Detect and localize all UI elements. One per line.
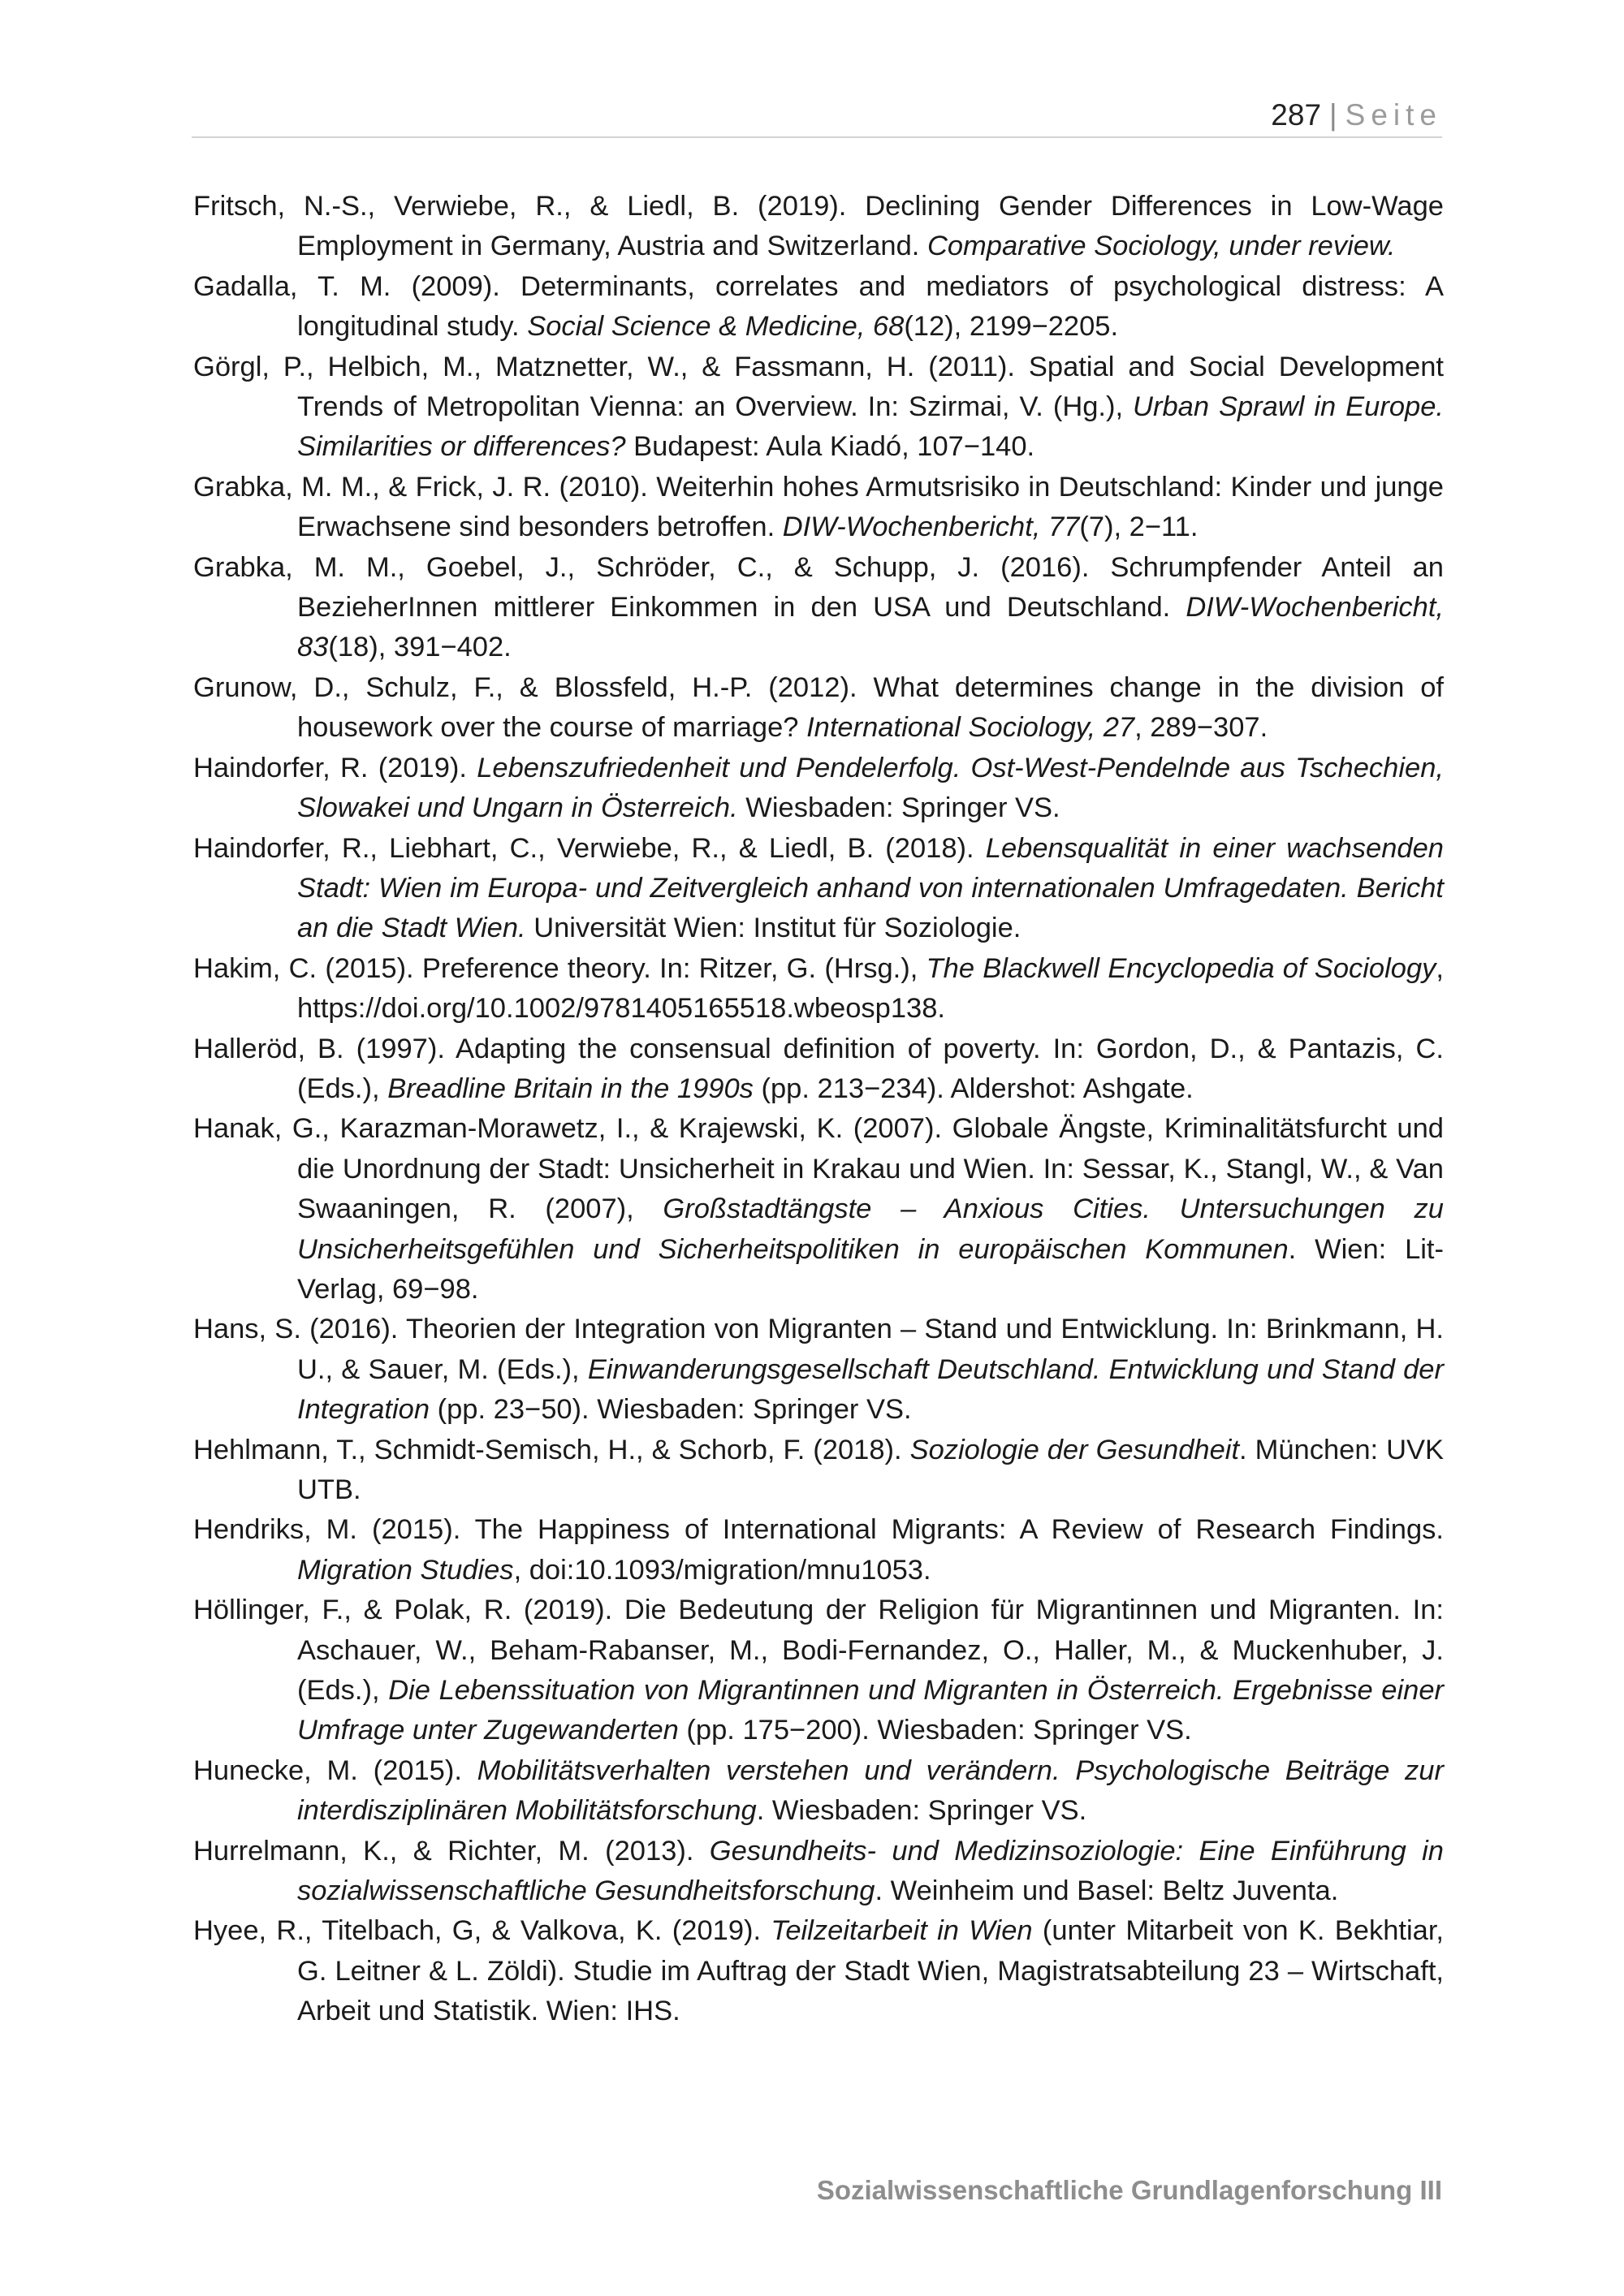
reference-text: Halleröd, B. (1997). Adapting the consensual definition of poverty. In: Gordon, D., & Pantazis, C. (Eds.), bbox=[193, 1033, 1444, 1104]
reference-text: Hanak, G., Karazman-Morawetz, I., & Krajewski, K. (2007). Globale Ängste, Kriminalitätsfurcht und die Unordnung der Stadt: Unsicherheit in Krakau und Wien. In: Sessar, K., Stangl, W., & Van Swaaningen, R. (2007), bbox=[193, 1113, 1444, 1225]
reference-text: . Wien: Lit-Verlag, 69−98. bbox=[297, 1233, 1444, 1305]
reference-entry bbox=[193, 1510, 1444, 1590]
reference-title: Urban Sprawl in Europe. Similarities or differences? bbox=[297, 391, 1444, 463]
reference-title: Teilzeitarbeit in Wien bbox=[771, 1915, 1033, 1947]
reference-text: Görgl, P., Helbich, M., Matznetter, W., & Fassmann, H. (2011). Spatial and Social Development Trends of Metropolitan Vienna: an Overview. In: Szirmai, V. (Hg.), bbox=[193, 351, 1444, 423]
reference-title: The Blackwell Encyclopedia of Sociology bbox=[926, 952, 1436, 984]
reference-title: Einwanderungsgesellschaft Deutschland. Entwicklung und Stand der Integration bbox=[297, 1353, 1444, 1426]
reference-text: Haindorfer, R. (2019). bbox=[193, 752, 477, 783]
reference-entry bbox=[193, 668, 1444, 749]
reference-title: Mobilitätsverhalten verstehen und verändern. Psychologische Beiträge zur interdisziplinären Mobilitätsforschung bbox=[297, 1754, 1444, 1827]
reference-title: Gesundheits- und Medizinsoziologie: Eine Einführung in sozialwissenschaftliche Gesundheitsforschung bbox=[297, 1835, 1444, 1907]
reference-title: Breadline Britain in the 1990s bbox=[387, 1072, 754, 1104]
reference-text: , https://doi.org/10.1002/9781405165518.wbeosp138. bbox=[297, 952, 1444, 1025]
reference-entry bbox=[193, 1751, 1444, 1832]
reference-text: . Weinheim und Basel: Beltz Juventa. bbox=[875, 1875, 1339, 1907]
reference-text: (18), 391−402. bbox=[328, 632, 512, 663]
reference-text: Grunow, D., Schulz, F., & Blossfeld, H.-P. (2012). What determines change in the division of housework over the course of marriage? bbox=[193, 671, 1444, 744]
page-footer: Sozialwissenschaftliche Grundlagenforschung III bbox=[816, 2175, 1442, 2205]
reference-text: Budapest: Aula Kiadó, 107−140. bbox=[625, 431, 1035, 463]
reference-text: Hehlmann, T., Schmidt-Semisch, H., & Schorb, F. (2018). bbox=[193, 1434, 910, 1465]
reference-text: Hyee, R., Titelbach, G, & Valkova, K. (2019). bbox=[193, 1915, 771, 1947]
reference-text: Hakim, C. (2015). Preference theory. In: Ritzer, G. (Hrsg.), bbox=[193, 952, 926, 984]
reference-entry bbox=[193, 1911, 1444, 2031]
reference-title: Lebensqualität in einer wachsenden Stadt: Wien im Europa- und Zeitvergleich anhand von internationalen Umfragedaten. Bericht an die Stadt Wien. bbox=[297, 832, 1444, 944]
reference-title: International Sociology, 27 bbox=[806, 712, 1135, 744]
header-separator: | bbox=[1329, 98, 1337, 132]
reference-text: Höllinger, F., & Polak, R. (2019). Die Bedeutung der Religion für Migrantinnen und Migranten. In: Aschauer, W., Beham-Rabanser, M., Bodi-Fernandez, O., Haller, M., & Muckenhuber, J. (Eds.), bbox=[193, 1595, 1444, 1707]
reference-text: Hans, S. (2016). Theorien der Integration von Migranten – Stand und Entwicklung. In: Brinkmann, H. U., & Sauer, M. (Eds.), bbox=[193, 1314, 1444, 1385]
reference-text: (pp. 175−200). Wiesbaden: Springer VS. bbox=[678, 1715, 1192, 1746]
reference-text: Universität Wien: Institut für Soziologie. bbox=[525, 913, 1021, 944]
reference-title: DIW-Wochenbericht, 83 bbox=[297, 592, 1444, 663]
reference-title: Comparative Sociology, under review. bbox=[926, 231, 1396, 262]
reference-text: Grabka, M. M., & Frick, J. R. (2010). Weiterhin hohes Armutsrisiko in Deutschland: Kinder und junge Erwachsene sind besonders betroffen. bbox=[193, 471, 1444, 543]
reference-text: , doi:10.1093/migration/mnu1053. bbox=[513, 1554, 931, 1586]
reference-text: (pp. 23−50). Wiesbaden: Springer VS. bbox=[430, 1394, 912, 1426]
reference-entry bbox=[193, 1109, 1444, 1310]
reference-entry bbox=[193, 829, 1444, 949]
page-label: Seite bbox=[1345, 98, 1442, 132]
reference-text: Hurrelmann, K., & Richter, M. (2013). bbox=[193, 1835, 710, 1867]
reference-title: Lebenszufriedenheit und Pendelerfolg. Ost-West-Pendelnde aus Tschechien, Slowakei und Ungarn in Österreich. bbox=[297, 752, 1444, 824]
reference-entry bbox=[193, 548, 1444, 668]
reference-text: Hendriks, M. (2015). The Happiness of International Migrants: A Review of Research Findings. bbox=[193, 1514, 1444, 1546]
reference-entry bbox=[193, 1431, 1444, 1511]
reference-text: Hunecke, M. (2015). bbox=[193, 1754, 477, 1786]
reference-text: . München: UVK UTB. bbox=[297, 1434, 1445, 1505]
reference-text: (unter Mitarbeit von K. Bekhtiar, G. Leitner & L. Zöldi). Studie im Auftrag der Stadt Wien, Magistratsabteilung 23 – Wirtschaft, Arbeit und Statistik. Wien: IHS. bbox=[297, 1915, 1444, 2027]
reference-title: Großstadtängste – Anxious Cities. Untersuchungen zu Unsicherheitsgefühlen und Sicherheitspolitiken in europäischen Kommunen bbox=[297, 1193, 1444, 1265]
reference-entry bbox=[193, 468, 1444, 548]
reference-title: Soziologie der Gesundheit bbox=[909, 1434, 1240, 1465]
reference-entry bbox=[193, 187, 1444, 267]
reference-title: Migration Studies bbox=[297, 1554, 514, 1586]
reference-text: Gadalla, T. M. (2009). Determinants, correlates and mediators of psychological distress: A longitudinal study. bbox=[193, 270, 1444, 343]
reference-entry bbox=[193, 1590, 1444, 1751]
reference-entry bbox=[193, 347, 1444, 468]
reference-title: Social Science & Medicine, 68 bbox=[527, 311, 905, 343]
reference-title: DIW-Wochenbericht, 77 bbox=[782, 511, 1080, 543]
reference-entry bbox=[193, 949, 1444, 1029]
reference-text: Haindorfer, R., Liebhart, C., Verwiebe, R., & Liedl, B. (2018). bbox=[193, 832, 986, 864]
page-number: 287 bbox=[1271, 98, 1322, 132]
reference-entry bbox=[193, 1310, 1444, 1430]
reference-entry bbox=[193, 1029, 1444, 1110]
reference-entry bbox=[193, 1832, 1444, 1912]
reference-entry bbox=[193, 267, 1444, 347]
reference-entry bbox=[193, 749, 1444, 829]
reference-text: (7), 2−11. bbox=[1079, 511, 1199, 543]
reference-text: (12), 2199−2205. bbox=[904, 311, 1119, 343]
reference-text: , 289−307. bbox=[1134, 712, 1268, 744]
page-header bbox=[192, 94, 1442, 138]
reference-text: Wiesbaden: Springer VS. bbox=[737, 792, 1060, 824]
reference-text: Grabka, M. M., Goebel, J., Schröder, C., & Schupp, J. (2016). Schrumpfender Anteil an BezieherInnen mittlerer Einkommen in den USA und Deutschland. bbox=[193, 551, 1444, 624]
reference-list bbox=[193, 187, 1444, 2032]
reference-text: . Wiesbaden: Springer VS. bbox=[756, 1795, 1087, 1827]
reference-text: Fritsch, N.-S., Verwiebe, R., & Liedl, B. (2019). Declining Gender Differences in Low-Wage Employment in Germany, Austria and Switzerland. bbox=[193, 191, 1444, 262]
reference-title: Die Lebenssituation von Migrantinnen und Migranten in Österreich. Ergebnisse einer Umfrage unter Zugewanderten bbox=[297, 1675, 1444, 1746]
reference-text: (pp. 213−234). Aldershot: Ashgate. bbox=[753, 1072, 1194, 1104]
